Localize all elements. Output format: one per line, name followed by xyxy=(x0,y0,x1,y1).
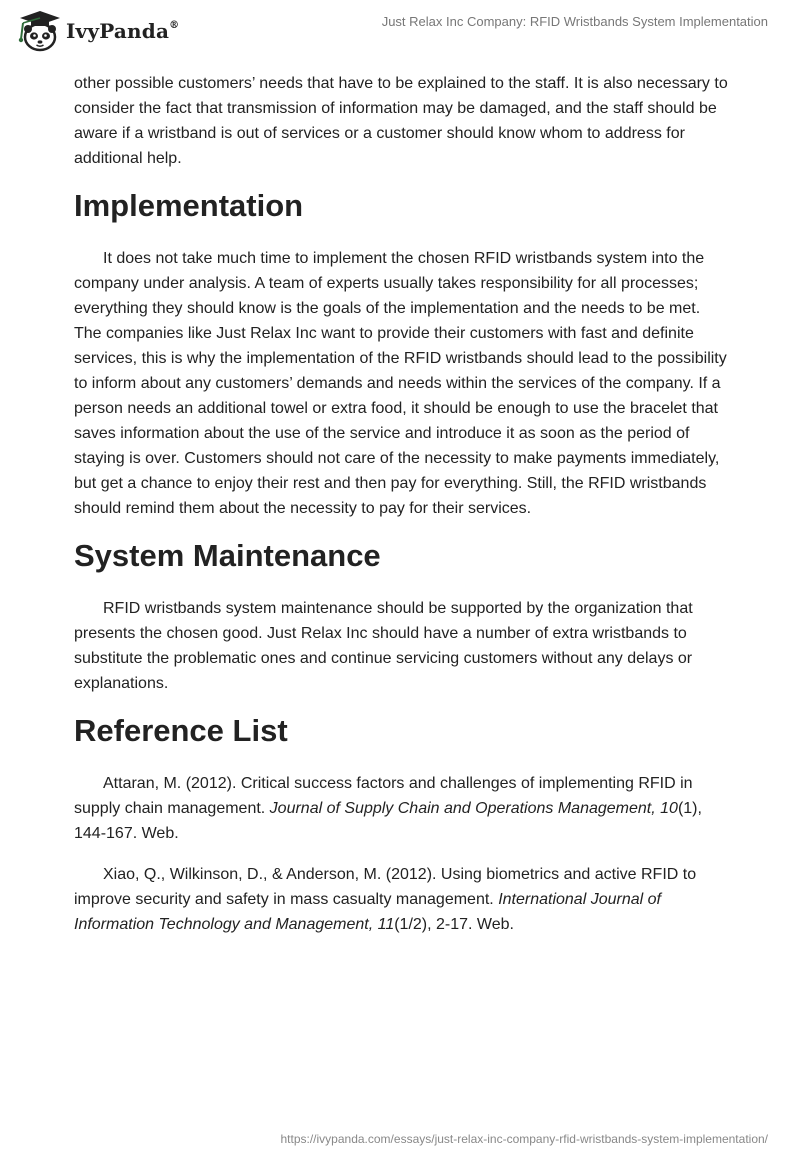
intro-paragraph: other possible customers’ needs that have to be explained to the staff. It is also necessary to consider the fact that transmission of information may be damaged, and the staff should be aware if a wristband is out of services or a customer should know whom to address for additional help. xyxy=(74,75,728,167)
brand-logo[interactable] xyxy=(14,9,179,53)
reference-item xyxy=(74,771,730,846)
reference-details: (1), 144-167. Web. xyxy=(74,800,702,842)
reference-journal: International Journal of Information Technology and Management, 11 xyxy=(74,891,661,933)
reference-authors-title: Attaran, M. (2012). Critical success factors and challenges of implementing RFID in supply chain management. xyxy=(74,775,693,817)
essay-content xyxy=(74,71,730,937)
brand-name xyxy=(66,19,179,43)
references-heading: Reference List xyxy=(74,713,288,748)
reference-item xyxy=(74,862,730,937)
source-url[interactable]: https://ivypanda.com/essays/just-relax-inc-company-rfid-wristbands-system-implementation/ xyxy=(280,1132,768,1146)
registered-mark: ® xyxy=(169,20,180,32)
maintenance-paragraph: RFID wristbands system maintenance should be supported by the organization that presents the chosen good. Just Relax Inc should have a number of extra wristbands to substitute the problematic ones and continue servicing customers without any delays or explanations. xyxy=(74,600,693,692)
maintenance-heading: System Maintenance xyxy=(74,538,381,573)
panda-graduate-icon xyxy=(14,9,62,53)
implementation-heading: Implementation xyxy=(74,188,304,223)
reference-authors-title: Xiao, Q., Wilkinson, D., & Anderson, M. (2012). Using biometrics and active RFID to improve security and safety in mass casualty management. xyxy=(74,866,697,908)
reference-details: (1/2), 2-17. Web. xyxy=(394,916,514,933)
implementation-paragraph: It does not take much time to implement the chosen RFID wristbands system into the company under analysis. A team of experts usually takes responsibility for all processes; everything they should know is the goals of the implementation and the needs to be met. The companies like Just Relax Inc want to provide their customers with fast and definite services, this is why the implementation of the RFID wristbands should lead to the possibility to inform about any customers’ demands and needs within the services of the company. If a person needs an additional towel or extra food, it should be enough to use the bracelet that saves information about the use of the service and introduce it as soon as the period of staying is over. Customers should not care of the necessity to make payments immediately, but get a chance to enjoy their rest and then pay for everything. Still, the RFID wristbands should remind them about the necessity to pay for their services. xyxy=(74,250,727,517)
brand-wordmark: IvyPanda xyxy=(66,19,170,43)
page-header xyxy=(0,0,800,60)
running-title: Just Relax Inc Company: RFID Wristbands System Implementation xyxy=(381,14,768,29)
reference-journal: Journal of Supply Chain and Operations Management, 10 xyxy=(269,800,678,817)
